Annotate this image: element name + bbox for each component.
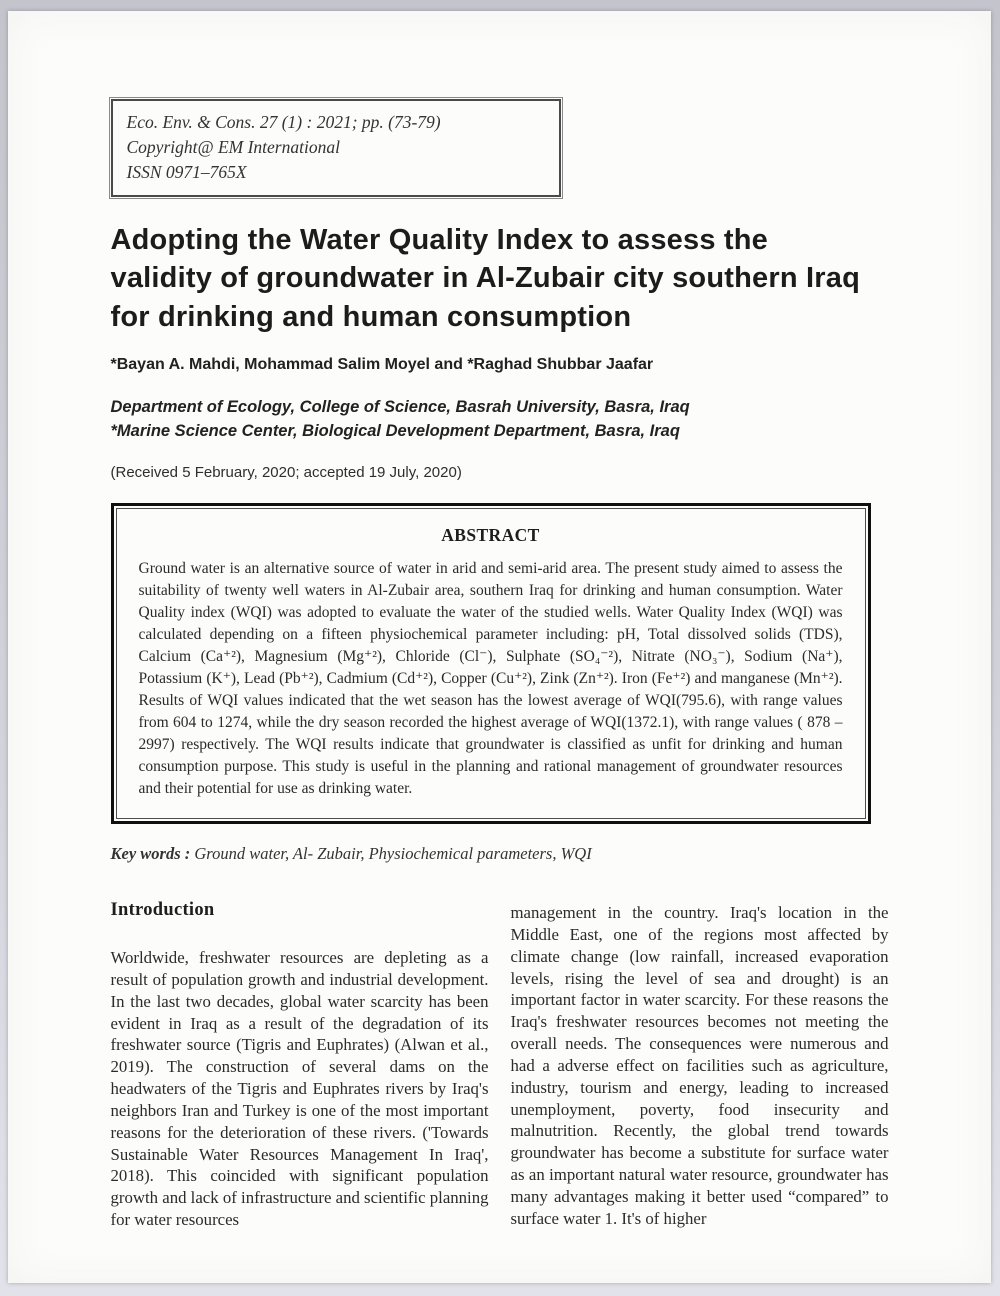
affiliation-line-2: *Marine Science Center, Biological Development Department, Basra, Iraq — [110, 422, 680, 441]
journal-citation-line: Eco. Env. & Cons. 27 (1) : 2021; pp. (73-79) — [126, 112, 441, 132]
authors-line: *Bayan A. Mahdi, Mohammad Salim Moyel and *Raghad Shubbar Jaafar — [110, 356, 654, 374]
introduction-left-text: Worldwide, freshwater resources are depleting as a result of population growth and industrial development. In the last two decades, global water scarcity has been evident in Iraq as a result of the degradation of its freshwater source (Tigris and Euphrates) (Alwan et al., 2019). The construction of several dams on the headwaters of the Tigris and Euphrates rivers by Iraq's neighbors Iran and Turkey is one of the most important reasons for the deterioration of these rivers. ('Towards Sustainable Water Resources Management In Iraq', 2018). This coincided with significant population growth and lack of infrastructure and scientific planning for water resources — [110, 948, 489, 1229]
keywords-text: Ground water, Al- Zubair, Physiochemical parameters, WQI — [190, 844, 592, 864]
keywords-line — [111, 844, 889, 864]
introduction-right-text: management in the country. Iraq's location in the Middle East, one of the regions most affected by climate change (low rainfall, increased evaporation levels, rising the level of sea and drought) is an important factor in water scarcity. For these reasons the Iraq's freshwater resources becomes not meeting the overall needs. The consequences were numerous and had a adverse effect on facilities such as agriculture, industry, tourism and energy, leading to increased unemployment, poverty, food insecurity and malnutrition. Recently, the global trend towards groundwater has become a substitute for surface water as an important natural water resource, groundwater has many advantages making it better used “compared” to surface water 1. It's of higher — [510, 903, 889, 1228]
journal-citation-box — [111, 99, 561, 197]
abstract-text: Ground water is an alternative source of water in arid and semi-arid area. The present study aimed to assess the suitability of twenty well waters in Al-Zubair area, southern Iraq for drinking and human consumption. Water Quality index (WQI) was adopted to evaluate the water of the studied wells. Water Quality Index (WQI) was calculated depending on a fifteen physiochemical parameter including: pH, Total dissolved solids (TDS), Calcium (Ca⁺²), Magnesium (Mg⁺²), Chloride (Cl⁻), Sulphate (SO₄⁻²), Nitrate (NO₃⁻), Sodium (Na⁺), Potassium (K⁺), Lead (Pb⁺²), Cadmium (Cd⁺²), Copper (Cu⁺²), Zink (Zn⁺²). Iron (Fe⁺²) and manganese (Mn⁺²). Results of WQI values indicated that the wet season has the lowest average of WQI(795.6), with range values from 604 to 1274, while the dry season recorded the highest average of WQI(1372.1), with range values ( 878 – 2997) respectively. The WQI results indicate that groundwater is classified as unfit for drinking and human consumption purpose. This study is useful in the planning and rational management of groundwater resources and their potential for use as drinking water. — [138, 560, 843, 798]
affiliation-line-1: Department of Ecology, College of Science, Basrah University, Basra, Iraq — [110, 398, 690, 417]
keywords-label: Key words : — [110, 844, 191, 864]
abstract-box-inner — [116, 508, 866, 819]
paper-title: Adopting the Water Quality Index to assess the validity of groundwater in Al-Zubair city southern Iraq for drinking and human consumption — [110, 223, 860, 333]
affiliations-block — [111, 396, 889, 444]
introduction-columns — [111, 900, 889, 1231]
left-column — [111, 900, 489, 1231]
page-content — [111, 11, 889, 1231]
right-column — [511, 900, 889, 1231]
introduction-heading: Introduction — [110, 900, 215, 921]
journal-copyright-line: Copyright@ EM International — [126, 136, 340, 157]
journal-issn-line: ISSN 0971–765X — [126, 161, 247, 182]
abstract-box — [111, 503, 871, 824]
abstract-heading: ABSTRACT — [441, 525, 540, 546]
paper-page — [8, 11, 991, 1283]
received-accepted-line: (Received 5 February, 2020; accepted 19 July, 2020) — [110, 464, 462, 482]
